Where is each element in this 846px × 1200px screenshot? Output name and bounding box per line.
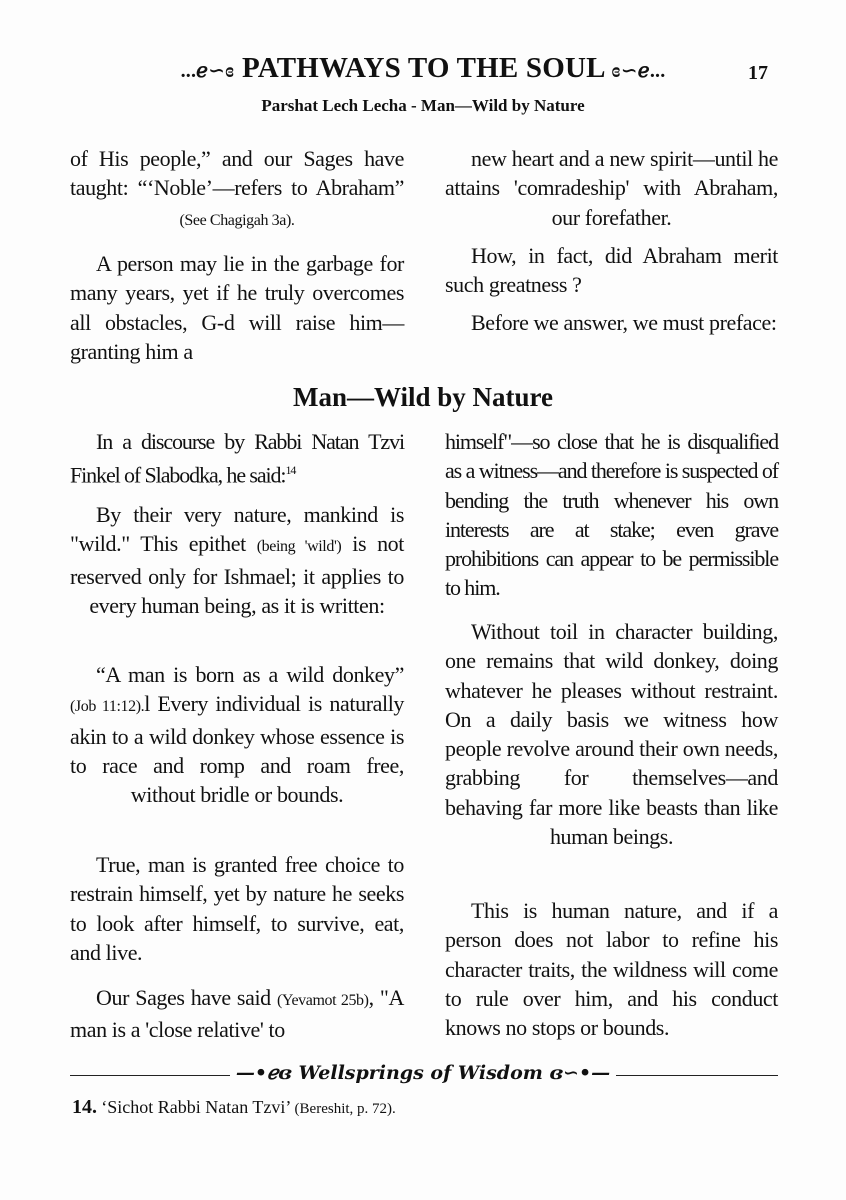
paragraph: A person may lie in the garbage for many years, yet if he truly overcomes all obstacles, G-d will raise him—granting him a [70,251,404,364]
banner-text: Wellsprings of Wisdom [298,1062,543,1084]
footnote: 14. ‘Sichot Rabbi Natan Tzvi’ (Bereshit, p. 72). [72,1096,396,1118]
page-number: 17 [748,62,768,84]
paragraph: How, in fact, did Abraham merit such greatness ? [445,243,778,298]
footnote-marker: 14 [285,463,296,478]
book-title: PATHWAYS TO THE SOUL [241,52,605,84]
footnote-number: 14. [72,1096,97,1118]
ornament-right-icon: ɞ∽•— [549,1062,611,1084]
paragraph: Our Sages have said (Yevamot 25b), "A man is a 'close relative' to [70,985,404,1043]
paragraph: new heart and a new spirit—until he attains 'comradeship' with Abraham, our forefather. [445,146,778,230]
paragraph: True, man is granted free choice to restrain himself, yet by nature he seeks to look after himself, to survive, eat, and live. [70,852,404,965]
paragraph: By their very nature, mankind is "wild." This epithet (being 'wild') is not reserved only for Ishmael; it applies to every human being, as it is written: [70,502,404,618]
paragraph: In a discourse by Rabbi Natan Tzvi Finkel of Slabodka, he said:$^{14}$ [70,429,404,488]
paragraph: This is human nature, and if a person does not labor to refine his character traits, the wildness will come to rule over him, and his conduct knows no stops or bounds. [445,898,778,1041]
footer-banner [0,1062,846,1084]
paragraph: himself"—so close that he is disqualified as a witness—and therefore is suspected of bending the truth whenever his own interests are at stake; even grave prohibitions can appear to be permissible to him. [445,429,778,601]
ornament-left-icon: —•ℯɞ [235,1062,292,1084]
paragraph: of His people,” and our Sages have taught: “‘Noble’—refers to Abraham” (See Chagigah 3a). [70,146,404,229]
ornament-left-icon: ...ℯ∽ɞ [180,60,235,82]
paragraph: Before we answer, we must preface: [471,310,777,335]
running-header [0,52,846,85]
section-heading: Man—Wild by Nature [292,382,554,412]
chapter-subtitle: Parshat Lech Lecha - Man—Wild by Nature [261,96,585,115]
paragraph: “A man is born as a wild donkey” (Job 11:12).l Every individual is naturally akin to a wild donkey whose essence is to race and romp and roam free, without bridle or bounds. [70,662,405,808]
ornament-right-icon: ɞ∽ℯ... [611,60,666,82]
paragraph: Without toil in character building, one remains that wild donkey, doing whatever he pleases without restraint. On a daily basis we witness how people revolve around their own needs, grabbing for themselves—and behaving far more like beasts than like human beings. [445,619,778,850]
